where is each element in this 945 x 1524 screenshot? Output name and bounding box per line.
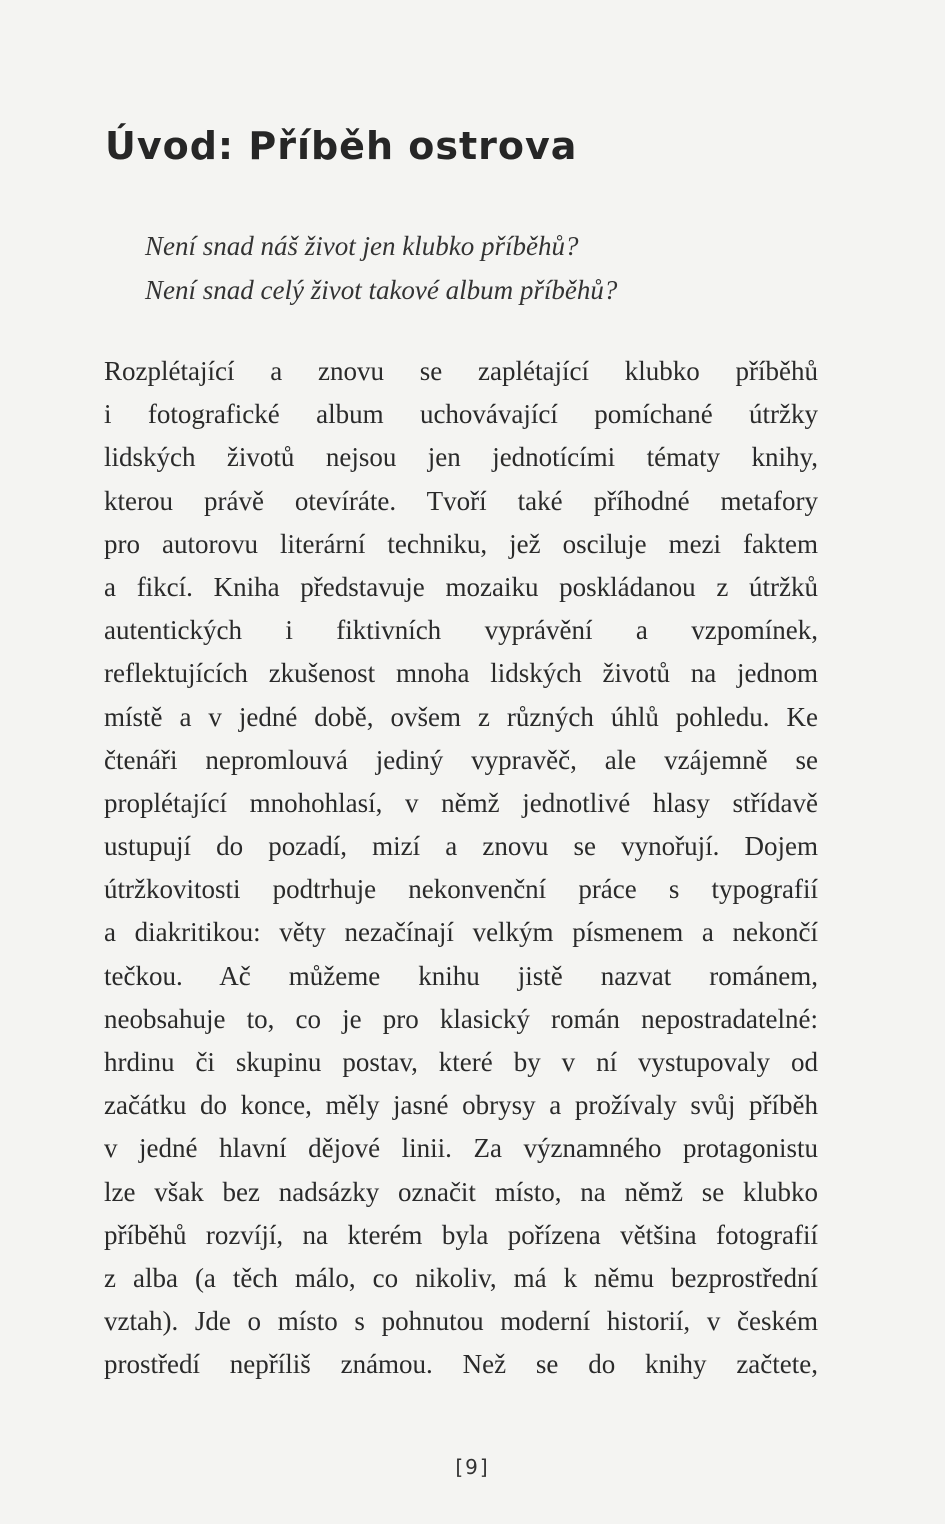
text-line: začátku do konce, měly jasné obrysy a prožívaly svůj příběh: [104, 1090, 818, 1121]
text-line: i fotografické album uchovávající pomíchané útržky: [104, 399, 818, 430]
chapter-title: Úvod: Příběh ostrova: [105, 124, 578, 168]
text-line: pro autorovu literární techniku, jež osciluje mezi faktem: [104, 528, 818, 559]
text-line: Rozplétající a znovu se zaplétající klubko příběhů: [104, 356, 818, 386]
text-line: lidských životů nejsou jen jednotícími tématy knihy,: [104, 442, 818, 473]
text-line: prostředí nepříliš známou. Než se do knihy začtete,: [104, 1349, 818, 1380]
body-paragraph: [104, 350, 818, 1387]
text-line: a diakritikou: věty nezačínají velkým písmenem a nekončí: [104, 917, 818, 948]
text-line: ustupují do pozadí, mizí a znovu se vynořují. Dojem: [104, 831, 818, 862]
text-line: neobsahuje to, co je pro klasický román nepostradatelné:: [104, 1003, 818, 1034]
text-line: z alba (a těch málo, co nikoliv, má k němu bezprostřední: [104, 1262, 818, 1293]
text-line: místě a v jedné době, ovšem z různých úhlů pohledu. Ke: [104, 701, 818, 732]
text-line: kterou právě otevíráte. Tvoří také příhodné metafory: [104, 485, 818, 516]
text-line: lze však bez nadsázky označit místo, na němž se klubko: [104, 1176, 818, 1207]
epigraph: [145, 224, 785, 312]
page-number: [9]: [455, 1455, 490, 1479]
text-line: tečkou. Ač můžeme knihu jistě nazvat románem,: [104, 960, 818, 991]
text-line: hrdinu či skupinu postav, které by v ní vystupovaly od: [104, 1047, 818, 1077]
text-line: čtenáři nepromlouvá jediný vypravěč, ale vzájemně se: [104, 744, 818, 775]
text-line: reflektujících zkušenost mnoha lidských životů na jednom: [104, 658, 818, 689]
epigraph-line: Není snad celý život takové album příběhů?: [145, 275, 618, 305]
text-line: příběhů rozvíjí, na kterém byla pořízena většina fotografií: [104, 1219, 818, 1250]
epigraph-line: Není snad náš život jen klubko příběhů?: [145, 231, 579, 261]
text-line: a fikcí. Kniha představuje mozaiku poskládanou z útržků: [104, 571, 818, 602]
text-line: vztah). Jde o místo s pohnutou moderní historií, v českém: [104, 1306, 818, 1337]
text-line: útržkovitosti podtrhuje nekonvenční práce s typografií: [104, 874, 818, 905]
text-line: v jedné hlavní dějové linii. Za významného protagonistu: [104, 1133, 818, 1164]
text-line: autentických i fiktivních vyprávění a vzpomínek,: [104, 615, 818, 646]
text-line: proplétající mnohohlasí, v němž jednotlivé hlasy střídavě: [104, 787, 818, 818]
